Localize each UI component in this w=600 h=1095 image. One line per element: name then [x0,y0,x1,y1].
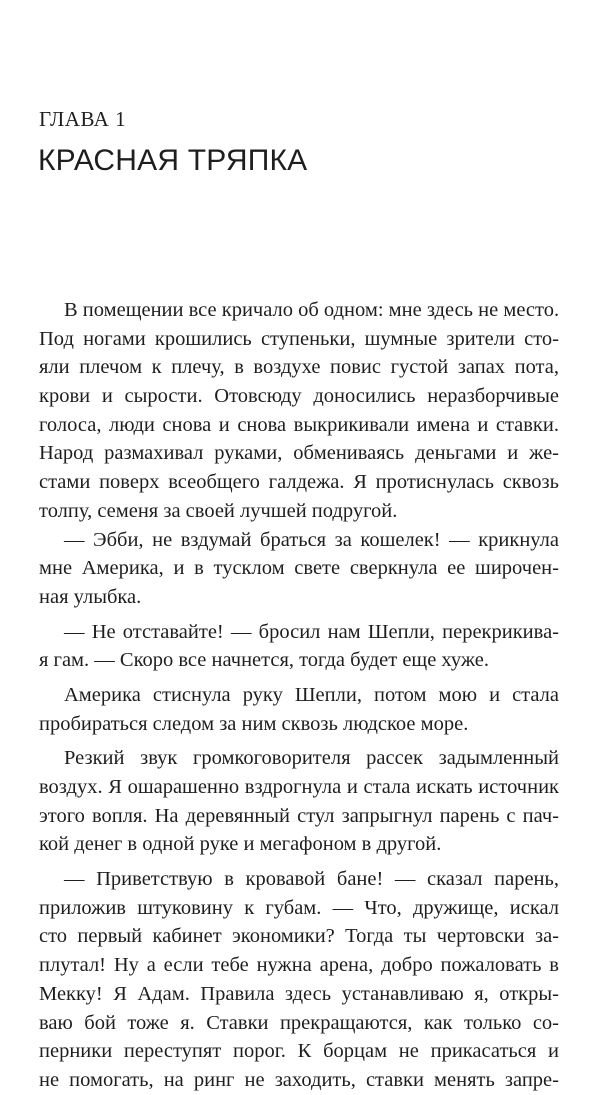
paragraph [39,681,559,738]
text-line: приложив штуковину к губам. — Что, дружище, искал [39,896,559,919]
text-line: я гам. — Скоро все начнется, тогда будет еще хуже. [39,649,489,672]
text-line: кой денег в одной руке и мегафоном в другой. [39,833,442,856]
text-line: этого вопля. На деревянный стул запрыгнул парень с пач- [39,804,559,827]
text-line: толпу, семеня за своей лучшей подругой. [39,499,398,522]
text-line: Резкий звук громкоговорителя рассек задымленный [64,747,559,770]
text-line: Мекку! Я Адам. Правила здесь устанавливаю я, откры- [39,982,559,1005]
text-line: стами поверх всеобщего галдежа. Я протиснулась сквозь [39,471,559,494]
text-line: — Приветствую в кровавой бане! — сказал парень, [64,868,559,891]
text-line: голоса, люди снова и снова выкрикивали имена и ставки. [39,413,559,436]
text-line: мне Америка, и в тусклом свете сверкнула ее широчен- [39,557,559,580]
text-line: Народ размахивал руками, обмениваясь деньгами и же- [39,442,559,465]
text-line: сто первый кабинет экономики? Тогда ты чертовски за- [39,925,559,948]
text-line: воздух. Я ошарашенно вздрогнула и стала искать источник [39,776,559,798]
body-text [39,296,559,1095]
chapter-label: ГЛАВА 1 [39,107,127,131]
paragraph [39,296,559,526]
text-line: яли плечом к плечу, в воздухе повис густой запах пота, [39,356,559,379]
paragraph [39,744,559,859]
paragraph [39,618,559,675]
text-line: ваю бой тоже я. Ставки прекращаются, как только со- [39,1011,559,1034]
paragraph [39,526,559,612]
paragraph [39,865,559,1095]
text-line: пробираться следом за ним сквозь людское море. [39,712,469,735]
text-line: Америка стиснула руку Шепли, потом мою и стала [64,683,559,706]
text-line: крови и сырости. Отовсюду доносились неразборчивые [39,385,559,408]
text-line: ная улыбка. [39,585,142,608]
text-line: — Не отставайте! — бросил нам Шепли, перекрикива- [64,620,559,643]
text-line: перники переступят порог. К борцам не прикасаться и [39,1040,559,1063]
text-line: — Эбби, не вздумай браться за кошелек! — крикнула [64,528,559,551]
text-line: не помогать, на ринг не заходить, ставки менять запре- [39,1068,559,1091]
text-line: Под ногами крошились ступеньки, шумные зрители сто- [39,327,559,350]
chapter-title: КРАСНАЯ ТРЯПКА [38,144,308,177]
text-line: плутал! Ну а если тебе нужна арена, добро пожаловать в [39,954,559,977]
text-line: В помещении все кричало об одном: мне здесь не место. [64,299,560,321]
